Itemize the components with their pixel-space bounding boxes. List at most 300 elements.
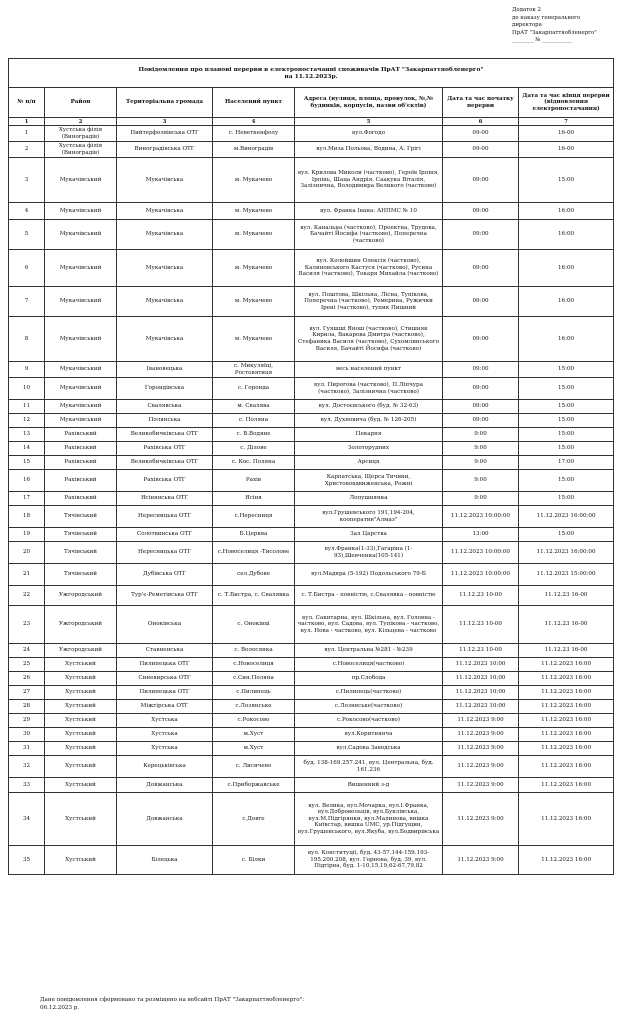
column-number: 6 <box>443 118 519 126</box>
community: Хустська <box>117 714 213 728</box>
annex-note <box>512 7 614 45</box>
settlement: м.Виноградів <box>213 142 295 158</box>
address: Пекарня <box>295 428 443 442</box>
address: весь населений пункт <box>295 362 443 378</box>
table-row <box>9 586 614 606</box>
table-row <box>9 378 614 400</box>
settlement: Рахів <box>213 470 295 492</box>
settlement: Б.Церква <box>213 528 295 542</box>
settlement: с.Син.Поляна <box>213 672 295 686</box>
district: Мукачівський <box>45 317 117 362</box>
settlement: м. Мукачево <box>213 250 295 287</box>
district: Хустський <box>45 728 117 742</box>
end-time: 11.12.2023 16:00 <box>519 778 614 793</box>
end-time: 11.12.2023 16:00 <box>519 658 614 672</box>
row-number: 7 <box>9 287 45 317</box>
end-time: 11.12.2023 16:00 <box>519 846 614 875</box>
header-cell: Район <box>45 88 117 118</box>
end-time: 15:00 <box>519 414 614 428</box>
address: Вишенний з-д <box>295 778 443 793</box>
row-number: 20 <box>9 542 45 564</box>
start-time: 9:00 <box>443 492 519 506</box>
row-number: 30 <box>9 728 45 742</box>
table-row <box>9 158 614 203</box>
row-number: 16 <box>9 470 45 492</box>
start-time: 11.12.2023 10:00 <box>443 658 519 672</box>
end-time: 15:00 <box>519 492 614 506</box>
row-number: 8 <box>9 317 45 362</box>
community: Мукачівська <box>117 317 213 362</box>
community: Великобичківська ОТГ <box>117 428 213 442</box>
column-number: 3 <box>117 118 213 126</box>
district: Хустський <box>45 686 117 700</box>
community: Оноківська <box>117 606 213 644</box>
end-time: 11.12.23 16-00 <box>519 644 614 658</box>
end-time: 11.12.2023 16:00 <box>519 793 614 846</box>
row-number: 18 <box>9 506 45 528</box>
address: с. Т.Бистра - повністю, с.Свалявка - повністю <box>295 586 443 606</box>
start-time: 11.12.2023 10:00 <box>443 686 519 700</box>
start-time: 09:00 <box>443 220 519 250</box>
annex-line: Додаток 2 <box>512 7 541 13</box>
start-time: 11.12.2023 10:00 <box>443 672 519 686</box>
row-number: 24 <box>9 644 45 658</box>
address: вул.Фогодо <box>295 126 443 142</box>
table-row <box>9 287 614 317</box>
settlement: с.Новоселиця <box>213 658 295 672</box>
end-time: 11.12.23 16-00 <box>519 586 614 606</box>
table-row <box>9 203 614 220</box>
start-time: 09:00 <box>443 400 519 414</box>
row-number: 33 <box>9 778 45 793</box>
table-row <box>9 456 614 470</box>
start-time: 09:00 <box>443 362 519 378</box>
start-time: 11.12.2023 9:00 <box>443 742 519 756</box>
table-row <box>9 672 614 686</box>
start-time: 11.12.2023 9:00 <box>443 728 519 742</box>
district: Мукачівський <box>45 378 117 400</box>
table-row <box>9 700 614 714</box>
row-number: 3 <box>9 158 45 203</box>
row-number: 34 <box>9 793 45 846</box>
community: Дубівська ОТГ <box>117 564 213 586</box>
district: Ужгородський <box>45 606 117 644</box>
footer-date: 06.12.2023 р. <box>40 1005 80 1011</box>
row-number: 6 <box>9 250 45 287</box>
row-number: 14 <box>9 442 45 456</box>
address: вул. Крилова Миколи (частково), Героїв Ірпіня, Ірпінь, Шаца Андрія, Саакука Віталія, Залізнична, Володимира Великого (частково) <box>295 158 443 203</box>
district: Мукачівський <box>45 414 117 428</box>
table-row <box>9 658 614 672</box>
district: Ужгородський <box>45 586 117 606</box>
footer-note <box>40 996 304 1012</box>
address: вул.Франка(1-33),Гагаріна (1-93),Шевченка(105-141) <box>295 542 443 564</box>
start-time: 11.12.2023 10:00 <box>443 700 519 714</box>
settlement: с.Приборжавське <box>213 778 295 793</box>
table-row <box>9 428 614 442</box>
table-title-date: на 11.12.2023р. <box>284 73 338 80</box>
header-cell: Дата та час початку перерви <box>443 88 519 118</box>
table-row <box>9 142 614 158</box>
community: Мукачівська <box>117 250 213 287</box>
settlement: с. Оноківці <box>213 606 295 644</box>
column-number: 7 <box>519 118 614 126</box>
end-time: 15:00 <box>519 528 614 542</box>
column-number: 4 <box>213 118 295 126</box>
row-number: 4 <box>9 203 45 220</box>
table-row <box>9 714 614 728</box>
settlement: м. Мукачево <box>213 317 295 362</box>
community: Нересницька ОТГ <box>117 542 213 564</box>
address: вул. Центральна №281 - №239 <box>295 644 443 658</box>
row-number: 9 <box>9 362 45 378</box>
start-time: 09:00 <box>443 203 519 220</box>
address: вул. Колейшин Олексія (частково), Калиновського Кастуся (частково), Русина Василя (частково), Токаря Михайла (частково) <box>295 250 443 287</box>
district: Хустська філія (Виноградів) <box>45 142 117 158</box>
community: Полянська <box>117 414 213 428</box>
community: Довжанська <box>117 778 213 793</box>
district: Мукачівський <box>45 362 117 378</box>
row-number: 25 <box>9 658 45 672</box>
annex-line: до наказу генерального <box>512 14 581 21</box>
start-time: 11.12.2023 10:00:00 <box>443 564 519 586</box>
start-time: 11.12.23 10-00 <box>443 644 519 658</box>
end-time: 16:00 <box>519 203 614 220</box>
community: Мукачівська <box>117 220 213 250</box>
district: Хустський <box>45 700 117 714</box>
end-time: 11.12.2023 15:00:00 <box>519 564 614 586</box>
address: буд. 138-169.257.241, вул. Центральна, буд. 161.236 <box>295 756 443 778</box>
district: Мукачівський <box>45 203 117 220</box>
settlement: с. Неветкенфолу <box>213 126 295 142</box>
community: Ясінянська ОТГ <box>117 492 213 506</box>
end-time: 16:00 <box>519 250 614 287</box>
end-time: 11.12.2023 16:00 <box>519 700 614 714</box>
community: Хустська <box>117 742 213 756</box>
district: Хустський <box>45 778 117 793</box>
table-row <box>9 400 614 414</box>
column-number: 2 <box>45 118 117 126</box>
district: Хустська філія (Виноградів) <box>45 126 117 142</box>
table-title <box>9 59 614 88</box>
community: Пилипецька ОТГ <box>117 658 213 672</box>
community: Мукачівська <box>117 287 213 317</box>
start-time: 11.12.2023 10:00:00 <box>443 542 519 564</box>
start-time: 9:00 <box>443 470 519 492</box>
address: вул. Сакнтарна, вул. Шкільна, вул. Головна - частково, вул. Садова, вул. Тупікова - частково, вул. Нова - частково, вул. Кільцева - частково <box>295 606 443 644</box>
row-number: 5 <box>9 220 45 250</box>
end-time: 11.12.2023 16:00 <box>519 672 614 686</box>
settlement: м.Хуст <box>213 742 295 756</box>
header-cell: Населений пункт <box>213 88 295 118</box>
start-time: 9:00 <box>443 428 519 442</box>
address: вул.Грушевського 191,194-204, кооператив"Алмаз" <box>295 506 443 528</box>
start-time: 09:00 <box>443 414 519 428</box>
table-row <box>9 362 614 378</box>
table-row <box>9 728 614 742</box>
address: вул.Мадяра (5-192) Подольського 79-Б <box>295 564 443 586</box>
settlement: с.Пилипець <box>213 686 295 700</box>
end-time: 11.12.2023 16:00:00 <box>519 506 614 528</box>
settlement: с.Лозянське <box>213 700 295 714</box>
district: Хустський <box>45 658 117 672</box>
district: Рахівський <box>45 492 117 506</box>
column-number: 1 <box>9 118 45 126</box>
district: Хустський <box>45 672 117 686</box>
address: с.Пилипець(частково) <box>295 686 443 700</box>
start-time: 09-00 <box>443 142 519 158</box>
address: вул. Велика, вул.Мочарка, вул.І.Франка, вул.Добровольців, вул.Буклівська, вул.М.Підгірянки, вул.Малинова, вишка Київстар, вишка UMC, ур.Підгущин, вул.Грушевського, вул.Якуба, вул.Бодвирівська <box>295 793 443 846</box>
row-number: 10 <box>9 378 45 400</box>
start-time: 11.12.2023 10:00:00 <box>443 506 519 528</box>
district: Тячівський <box>45 506 117 528</box>
start-time: 09:00 <box>443 317 519 362</box>
address: пр.Слобода <box>295 672 443 686</box>
district: Тячівський <box>45 528 117 542</box>
table-row <box>9 317 614 362</box>
address: вул. Канальна (частково), Проектна, Трудова, Бачайті Йосифа (частково), Поперечна (частково) <box>295 220 443 250</box>
row-number: 13 <box>9 428 45 442</box>
settlement: с.Нересниця <box>213 506 295 528</box>
header-cell: Адреса (вулиця, площа, провулок, №,№ будинків, корпусів, назви об'єктів) <box>295 88 443 118</box>
district: Ужгородський <box>45 644 117 658</box>
table-body <box>9 126 614 875</box>
row-number: 2 <box>9 142 45 158</box>
outage-table <box>8 58 614 875</box>
community: Мукачівська <box>117 158 213 203</box>
settlement: с. Волосянка <box>213 644 295 658</box>
settlement: м. Мукачево <box>213 287 295 317</box>
district: Мукачівський <box>45 250 117 287</box>
address: вул.Миза Польова, Водина, А. Грігі <box>295 142 443 158</box>
start-time: 11.12.2023 9:00 <box>443 778 519 793</box>
community: Виноградівська ОТГ <box>117 142 213 158</box>
address: с.Рокосово(частково) <box>295 714 443 728</box>
row-number: 21 <box>9 564 45 586</box>
address: с.Лозянське(частково) <box>295 700 443 714</box>
district: Мукачівський <box>45 220 117 250</box>
end-time: 11.12.23 16-00 <box>519 606 614 644</box>
row-number: 15 <box>9 456 45 470</box>
district: Рахівський <box>45 470 117 492</box>
annex-line: директора <box>512 22 542 28</box>
settlement: с.Рокосово <box>213 714 295 728</box>
end-time: 11.12.2023 16:00 <box>519 714 614 728</box>
settlement: сел.Дубове <box>213 564 295 586</box>
row-number: 12 <box>9 414 45 428</box>
table-row <box>9 644 614 658</box>
community: Керецьківська <box>117 756 213 778</box>
community: Пилипецька ОТГ <box>117 686 213 700</box>
start-time: 11.12.23 10-00 <box>443 606 519 644</box>
end-time: 15:00 <box>519 158 614 203</box>
start-time: 9:00 <box>443 456 519 470</box>
table-row <box>9 793 614 846</box>
district: Рахівський <box>45 428 117 442</box>
table-row <box>9 220 614 250</box>
community: Довжанська <box>117 793 213 846</box>
district: Мукачівський <box>45 158 117 203</box>
settlement: Ясіня <box>213 492 295 506</box>
row-number: 11 <box>9 400 45 414</box>
district: Мукачівський <box>45 287 117 317</box>
settlement: м. Свалява <box>213 400 295 414</box>
table-row <box>9 506 614 528</box>
end-time: 16-00 <box>519 142 614 158</box>
start-time: 11.12.23 10-00 <box>443 586 519 606</box>
end-time: 11.12.2023 16:00 <box>519 686 614 700</box>
district: Рахівський <box>45 442 117 456</box>
address: с.Новоселиця(частково) <box>295 658 443 672</box>
end-time: 11.12.2023 16:00 <box>519 728 614 742</box>
settlement: с. Т.Бистра, с. Свалявка <box>213 586 295 606</box>
table-row <box>9 442 614 456</box>
row-number: 27 <box>9 686 45 700</box>
header-cell: Дата та час кінця перерви (відновлення електропостачання) <box>519 88 614 118</box>
district: Рахівський <box>45 456 117 470</box>
table-row <box>9 414 614 428</box>
address: вул. Франка Івана: АНПМС № 10 <box>295 203 443 220</box>
header-cell: Територіальна громада <box>117 88 213 118</box>
annex-line: ________ № ___________ <box>512 37 572 43</box>
community: Міжгірська ОТГ <box>117 700 213 714</box>
annex-line: ПрАТ "Закарпаттяобленерго" <box>512 29 597 36</box>
end-time: 16:00 <box>519 287 614 317</box>
district: Хустський <box>45 756 117 778</box>
community: Пийтерфолвівська ОТГ <box>117 126 213 142</box>
end-time: 11.12.2023 16:00:00 <box>519 542 614 564</box>
settlement: с. Поляна <box>213 414 295 428</box>
settlement: с.Новоселиця -Тисолове <box>213 542 295 564</box>
row-number: 26 <box>9 672 45 686</box>
table-row <box>9 606 614 644</box>
end-time: 15:00 <box>519 442 614 456</box>
settlement: с. Горонда <box>213 378 295 400</box>
address: вул. Пирогова (частково), П.Ліпчура (частково), Залізнична (частково) <box>295 378 443 400</box>
district: Хустський <box>45 714 117 728</box>
table-row <box>9 470 614 492</box>
start-time: 9:00 <box>443 442 519 456</box>
community: Рахівська ОТГ <box>117 442 213 456</box>
district: Хустський <box>45 846 117 875</box>
table-row <box>9 686 614 700</box>
address: Арсиця <box>295 456 443 470</box>
row-number: 35 <box>9 846 45 875</box>
row-number: 1 <box>9 126 45 142</box>
table-row <box>9 846 614 875</box>
district: Хустський <box>45 793 117 846</box>
settlement: м. Мукачево <box>213 203 295 220</box>
row-number: 31 <box>9 742 45 756</box>
header-row <box>9 88 614 118</box>
table-row <box>9 778 614 793</box>
table-row <box>9 756 614 778</box>
community: Хустська <box>117 728 213 742</box>
table-title-line: Повідомлення про планові перерви в електропостачанні споживачів ПрАТ "Закарпаттяобленерго" <box>138 65 484 73</box>
row-number: 19 <box>9 528 45 542</box>
address: Золоторудних <box>295 442 443 456</box>
settlement: с. В.Водяне <box>213 428 295 442</box>
community: Рахівська ОТГ <box>117 470 213 492</box>
district: Тячівський <box>45 542 117 564</box>
address: Лопушнянка <box>295 492 443 506</box>
address: вул.Садова Заводська <box>295 742 443 756</box>
row-number: 17 <box>9 492 45 506</box>
table-row <box>9 528 614 542</box>
end-time: 16:00 <box>519 317 614 362</box>
community: Ставненська <box>117 644 213 658</box>
column-number-row <box>9 118 614 126</box>
column-number: 5 <box>295 118 443 126</box>
footer-line: Дане повідомлення сформовано та розміщено на вебсайті ПрАТ "Закарпаттяобленерго": <box>40 997 305 1003</box>
address: вул. Духновича (буд. № 126-205) <box>295 414 443 428</box>
start-time: 09:00 <box>443 250 519 287</box>
community: Мукачівська <box>117 203 213 220</box>
start-time: 09:00 <box>443 378 519 400</box>
table-row <box>9 742 614 756</box>
settlement: м.Хуст <box>213 728 295 742</box>
settlement: м. Мукачево <box>213 220 295 250</box>
table-row <box>9 492 614 506</box>
community: Синевирська ОТГ <box>117 672 213 686</box>
end-time: 16-00 <box>519 126 614 142</box>
address: вул. Поштова, Шкільна, Лісна, Тупікова, Поперечна (частково), Ремерина, Ружички Ірені (частково), тупик Пишний <box>295 287 443 317</box>
community: Нересницька ОТГ <box>117 506 213 528</box>
community: Свалявська <box>117 400 213 414</box>
end-time: 11.12.2023 16:00 <box>519 756 614 778</box>
end-time: 15:00 <box>519 470 614 492</box>
end-time: 16:00 <box>519 220 614 250</box>
address: вул. Конституції, буд. 43-57.144-159.193-195.200.208, вул. Горнова, буд. 39, вул. Підгірна, буд. 1-10,15,19,62-67,79,82 <box>295 846 443 875</box>
settlement: с. Кос. Поляна <box>213 456 295 470</box>
start-time: 09-00 <box>443 126 519 142</box>
settlement: с. Білки <box>213 846 295 875</box>
row-number: 29 <box>9 714 45 728</box>
district: Хустський <box>45 742 117 756</box>
settlement: м. Мукачево <box>213 158 295 203</box>
end-time: 15:00 <box>519 428 614 442</box>
row-number: 28 <box>9 700 45 714</box>
row-number: 23 <box>9 606 45 644</box>
start-time: 11.12.2023 9:00 <box>443 846 519 875</box>
district: Мукачівський <box>45 400 117 414</box>
row-number: 32 <box>9 756 45 778</box>
settlement: с. Лисичево <box>213 756 295 778</box>
community: Солотвинська ОТГ <box>117 528 213 542</box>
address: Зал Царства <box>295 528 443 542</box>
start-time: 11.12.2023 9:00 <box>443 756 519 778</box>
end-time: 15:00 <box>519 378 614 400</box>
start-time: 09:00 <box>443 158 519 203</box>
table-row <box>9 542 614 564</box>
settlement: с.Довге <box>213 793 295 846</box>
end-time: 11.12.2023 16:00 <box>519 742 614 756</box>
community: Білецька <box>117 846 213 875</box>
address: вул. Достоєвського (буд. № 32-63) <box>295 400 443 414</box>
start-time: 11.12.2023 9:00 <box>443 793 519 846</box>
end-time: 17:00 <box>519 456 614 470</box>
community: Горондівська <box>117 378 213 400</box>
start-time: 13:00 <box>443 528 519 542</box>
community: Великобичківська ОТГ <box>117 456 213 470</box>
table-row <box>9 126 614 142</box>
start-time: 09:00 <box>443 287 519 317</box>
table-row <box>9 564 614 586</box>
settlement: с. Ділове <box>213 442 295 456</box>
community: Івановецька <box>117 362 213 378</box>
row-number: 22 <box>9 586 45 606</box>
start-time: 11.12.2023 9:00 <box>443 714 519 728</box>
